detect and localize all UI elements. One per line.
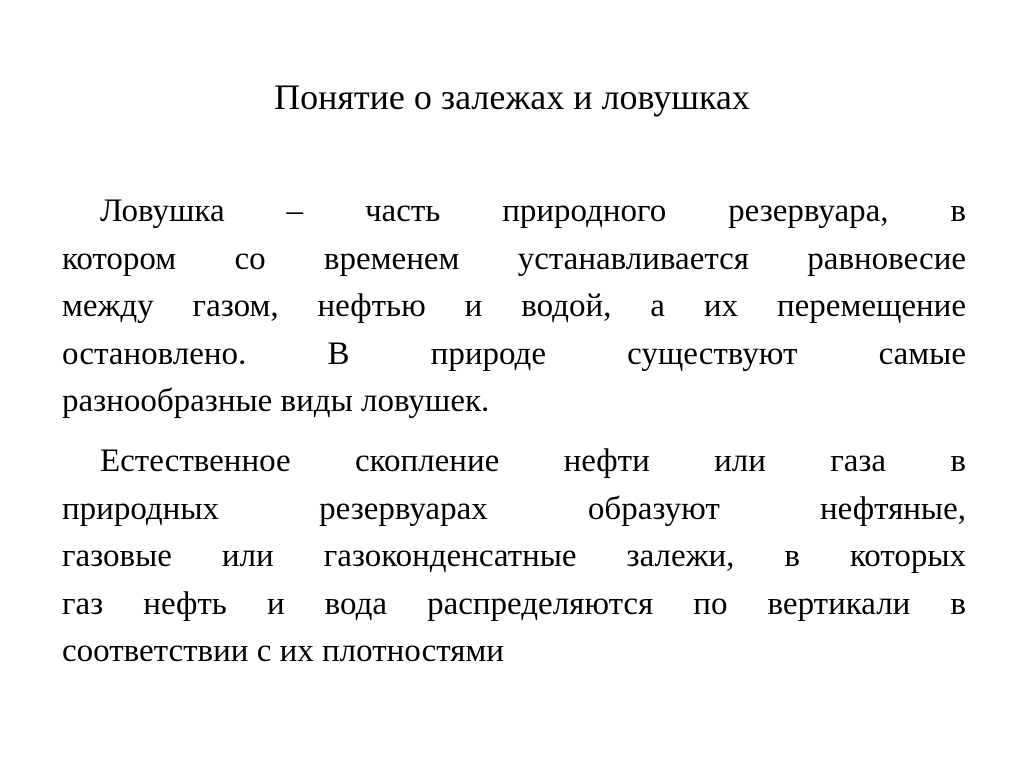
paragraph-deposit-definition xyxy=(62,438,966,676)
text-line: котором со временем устанавливается равновесие xyxy=(62,240,966,277)
text-line: газовые или газоконденсатные залежи, в которых xyxy=(62,538,966,574)
text-line: природных резервуарах образуют нефтяные, xyxy=(62,490,966,527)
text-line: Естественное скопление нефти или газа в xyxy=(100,443,966,479)
text-line: между газом, нефтью и водой, а их перемещение xyxy=(62,288,966,324)
paragraph-trap-definition xyxy=(62,188,966,426)
text-line: остановлено. В природе существуют самые xyxy=(62,335,966,372)
slide-title: Понятие о залежах и ловушках xyxy=(274,77,750,117)
text-line: Ловушка – часть природного резервуара, в xyxy=(100,193,966,229)
text-line: разнообразные виды ловушек. xyxy=(62,383,490,419)
text-line: соответствии с их плотностями xyxy=(62,633,504,669)
text-line: газ нефть и вода распределяются по вертикали в xyxy=(62,585,966,622)
